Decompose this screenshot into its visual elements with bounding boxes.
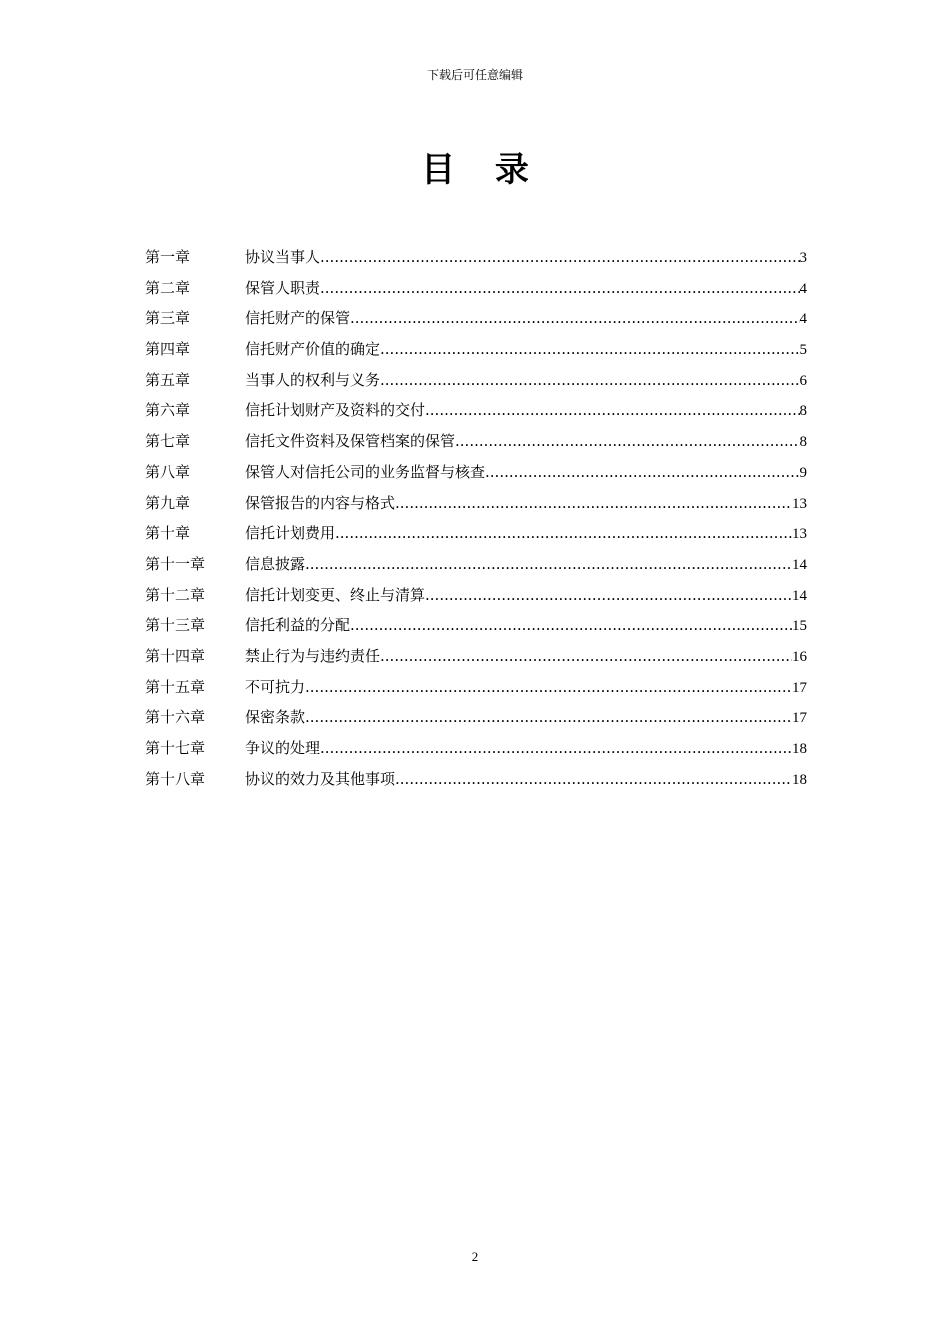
toc-chapter-number: 第十二章 [145,585,206,604]
toc-entry-label: 保密条款 [245,708,306,727]
toc-page-number: 4 [799,311,807,328]
toc-entry-label: 信托利益的分配 [245,616,351,635]
toc-chapter-number: 第十七章 [145,739,206,757]
toc-entry-label: 保管报告的内容与格式 [245,493,396,512]
toc-dot-leader [320,273,799,304]
toc-dot-leader [455,426,799,457]
toc-entry-label: 禁止行为与违约责任 [245,646,381,665]
toc-entry-label: 信托财产价值的确定 [245,340,381,359]
toc-entry-label: 信托文件资料及保管档案的保管 [245,432,456,451]
toc-entry-17[interactable] [145,733,807,764]
toc-page-number: 13 [792,495,807,512]
toc-dot-leader [305,549,792,580]
toc-dot-leader [380,365,799,396]
toc-chapter-number: 第九章 [145,493,191,512]
toc-dot-leader [425,395,799,426]
toc-entry-label: 争议的处理 [245,739,321,757]
toc-entry-14[interactable] [145,641,807,672]
toc-dot-leader [305,702,792,733]
toc-chapter-number: 第十六章 [145,708,206,727]
toc-page-number: 9 [799,464,807,481]
toc-entry-18[interactable] [145,764,807,795]
toc-chapter-number: 第三章 [145,309,191,328]
toc-dot-leader [350,610,792,641]
toc-chapter-number: 第十章 [145,524,191,543]
toc-page-number: 18 [792,741,807,757]
toc-page-number: 13 [792,526,807,543]
toc-page-number: 8 [799,403,807,420]
toc-entry-label: 协议的效力及其他事项 [245,769,396,788]
toc-page-number: 15 [792,618,807,635]
toc-chapter-number: 第五章 [145,370,191,389]
toc-page-number: 6 [799,372,807,389]
toc-dot-leader [320,733,792,764]
toc-entry-16[interactable] [145,702,807,733]
toc-page-number: 8 [799,434,807,451]
toc-entry-9[interactable] [145,488,807,519]
toc-entry-label: 信托财产的保管 [245,309,351,328]
toc-dot-leader [485,457,799,488]
toc-entry-label: 协议当事人 [245,248,321,266]
toc-page-number: 18 [792,771,807,788]
toc-entry-3[interactable] [145,303,807,334]
toc-dot-leader [425,580,792,611]
toc-entry-label: 信息披露 [245,554,306,573]
toc-entry-label: 信托计划变更、终止与清算 [245,585,426,604]
toc-chapter-number: 第二章 [145,278,191,297]
toc-entry-10[interactable] [145,518,807,549]
toc-page-number: 17 [792,710,807,727]
toc-dot-leader [350,303,799,334]
toc-chapter-number: 第七章 [145,432,191,451]
toc-entry-4[interactable] [145,334,807,365]
toc-dot-leader [395,488,792,519]
toc-entry-6[interactable] [145,395,807,426]
toc-chapter-number: 第四章 [145,340,191,359]
table-of-contents [145,242,807,794]
toc-entry-label: 当事人的权利与义务 [245,370,381,389]
toc-page-number: 5 [799,342,807,359]
toc-dot-leader [380,334,799,365]
toc-entry-8[interactable] [145,457,807,488]
toc-chapter-number: 第八章 [145,462,191,481]
toc-page-number: 14 [792,556,807,573]
toc-dot-leader [335,518,792,549]
toc-chapter-number: 第十一章 [145,554,206,573]
page-header: 下载后可任意编辑 [426,68,523,82]
toc-chapter-number: 第十八章 [145,769,206,788]
toc-entry-1[interactable] [145,242,807,273]
toc-chapter-number: 第一章 [145,248,191,266]
toc-entry-label: 信托计划费用 [245,524,336,543]
toc-entry-7[interactable] [145,426,807,457]
toc-entry-13[interactable] [145,610,807,641]
toc-page-number: 3 [799,250,807,266]
toc-chapter-number: 第十四章 [145,646,206,665]
toc-entry-5[interactable] [145,365,807,396]
toc-entry-12[interactable] [145,580,807,611]
toc-page-number: 17 [792,679,807,696]
toc-dot-leader [320,242,799,273]
toc-chapter-number: 第十三章 [145,616,206,635]
toc-chapter-number: 第六章 [145,401,191,420]
toc-dot-leader [380,641,792,672]
page-number: 2 [471,1249,479,1264]
toc-chapter-number: 第十五章 [145,677,206,696]
toc-entry-label: 保管人职责 [245,278,321,297]
toc-title: 目 录 [421,150,543,190]
toc-dot-leader [305,672,792,703]
toc-entry-11[interactable] [145,549,807,580]
toc-page-number: 14 [792,587,807,604]
toc-page-number: 16 [792,648,807,665]
toc-dot-leader [395,764,792,795]
toc-entry-label: 保管人对信托公司的业务监督与核查 [245,462,486,481]
toc-page-number: 4 [799,280,807,297]
toc-entry-2[interactable] [145,273,807,304]
toc-entry-label: 信托计划财产及资料的交付 [245,401,426,420]
toc-entry-label: 不可抗力 [245,677,306,696]
toc-entry-15[interactable] [145,672,807,703]
